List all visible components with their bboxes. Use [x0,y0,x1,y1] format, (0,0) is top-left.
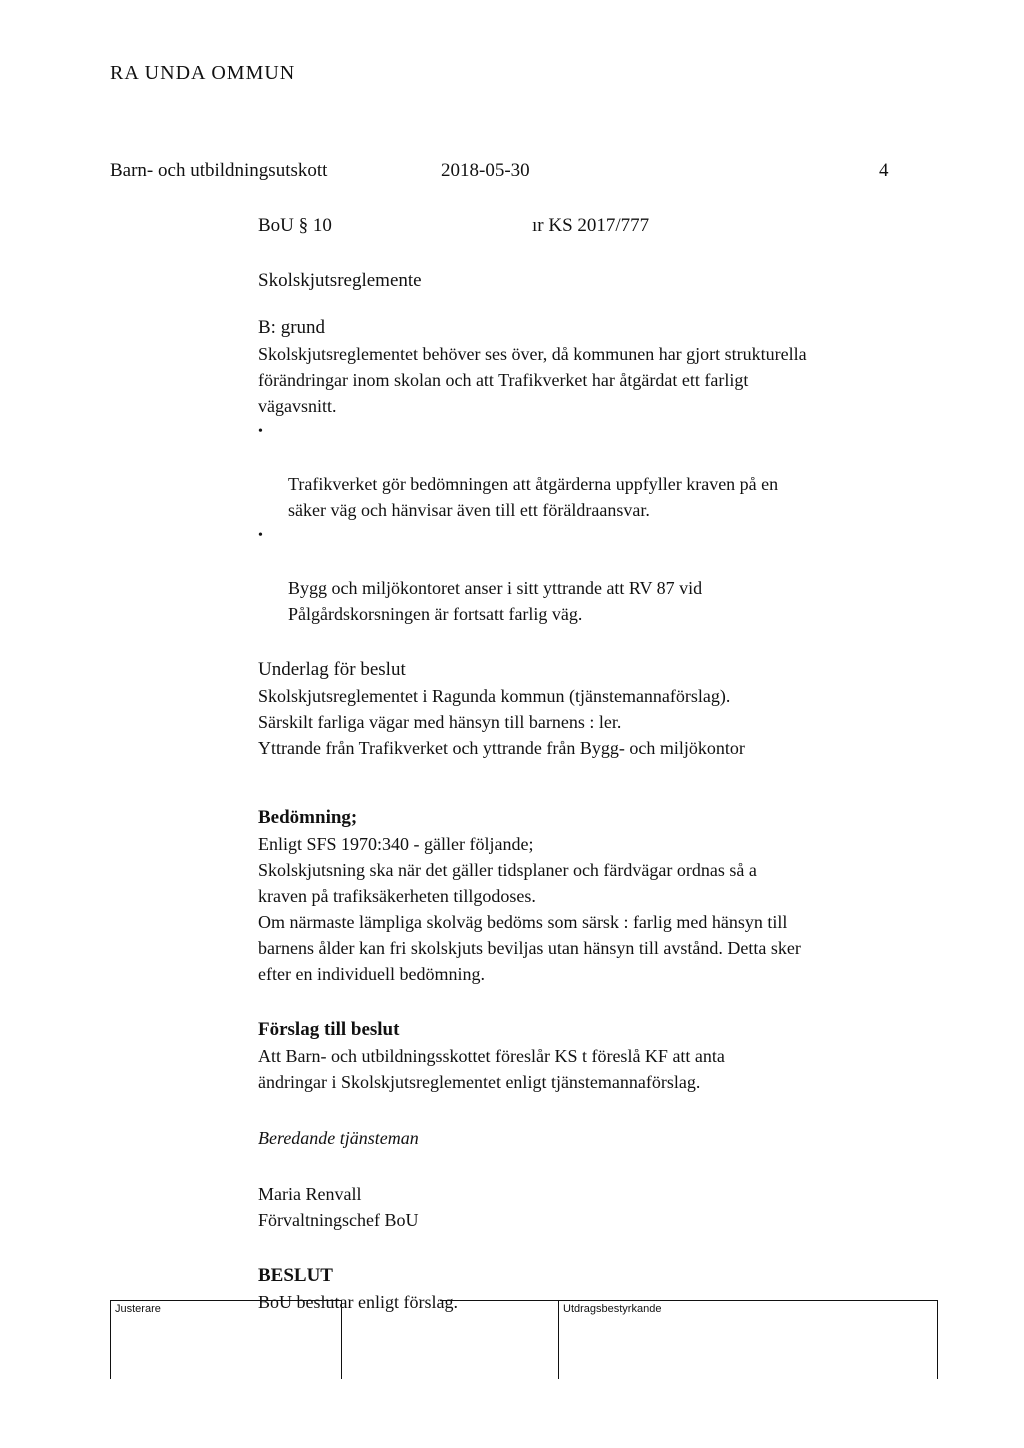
organization-name: RA UNDA OMMUN [110,62,296,84]
heading-underlag: Underlag för beslut [258,659,406,680]
list-item [258,523,918,627]
signature-footer [110,1300,938,1380]
underlag-line: Särskilt farliga vägar med hänsyn till barnens : ler. [258,712,622,732]
bakgrund-text: Skolskjutsreglementet behöver ses över, då kommunen har gjort strukturella förändringar inom skolan och att Trafikverket har åtgärdat ett farligt vägavsnitt. [258,344,807,416]
bakgrund-bullet-list [258,419,918,627]
list-item [258,419,918,523]
committee-name: Barn- och utbildningsutskott [110,160,328,181]
beslut-text: BoU beslutar enligt förslag. [258,1292,458,1312]
utdrag-box [558,1300,938,1379]
beredande-label: Beredande tjänsteman [258,1128,419,1148]
bullet-icon: • [258,528,263,543]
heading-forslag: Förslag till beslut [258,1019,400,1040]
page-number: 4 [879,160,889,181]
case-number: ır KS 2017/777 [532,215,650,236]
justerare-label: Justerare [115,1303,161,1315]
meeting-date: 2018-05-30 [441,160,530,181]
underlag-line: Yttrande från Trafikverket och yttrande från Bygg- och miljökontor [258,738,745,758]
underlag-line: Skolskjutsreglementet i Ragunda kommun (tjänstemannaförslag). [258,686,731,706]
heading-bedomning: Bedömning; [258,807,358,828]
signature-line [440,1300,558,1379]
bedomning-line: Om närmaste lämpliga skolväg bedöms som särsk : farlig med hänsyn till barnens ålder kan fri skolskjuts beviljas utan hänsyn till avstånd. Detta sker efter en individuell bedömning. [258,912,801,984]
list-item-text: Trafikverket gör bedömningen att åtgärderna uppfyller kraven på en säker väg och hänvisar även till ett föräldraansvar. [288,474,779,520]
bullet-icon: • [258,424,263,439]
list-item-text: Bygg och miljökontoret anser i sitt yttrande att RV 87 vid Pålgårdskorsningen är fortsatt farlig väg. [288,578,703,624]
bedomning-line: Skolskjutsning ska när det gäller tidsplaner och färdvägar ordnas så a kraven på trafiksäkerheten tillgodoses. [258,860,757,906]
bedomning-line: Enligt SFS 1970:340 - gäller följande; [258,834,534,854]
heading-beslut: BESLUT [258,1265,333,1286]
heading-bakgrund: B: grund [258,317,326,338]
paragraph-number: BoU § 10 [258,215,332,236]
document-title: Skolskjutsreglemente [258,270,422,291]
official-name: Maria Renvall [258,1184,362,1204]
document-body [258,315,918,1315]
justerare-box [110,1300,342,1379]
utdrag-label: Utdragsbestyrkande [563,1303,662,1315]
forslag-text: Att Barn- och utbildningsskottet föreslår KS t föreslå KF att anta ändringar i Skolskjutsreglementet enligt tjänstemannaförslag. [258,1046,725,1092]
official-role: Förvaltningschef BoU [258,1210,419,1230]
